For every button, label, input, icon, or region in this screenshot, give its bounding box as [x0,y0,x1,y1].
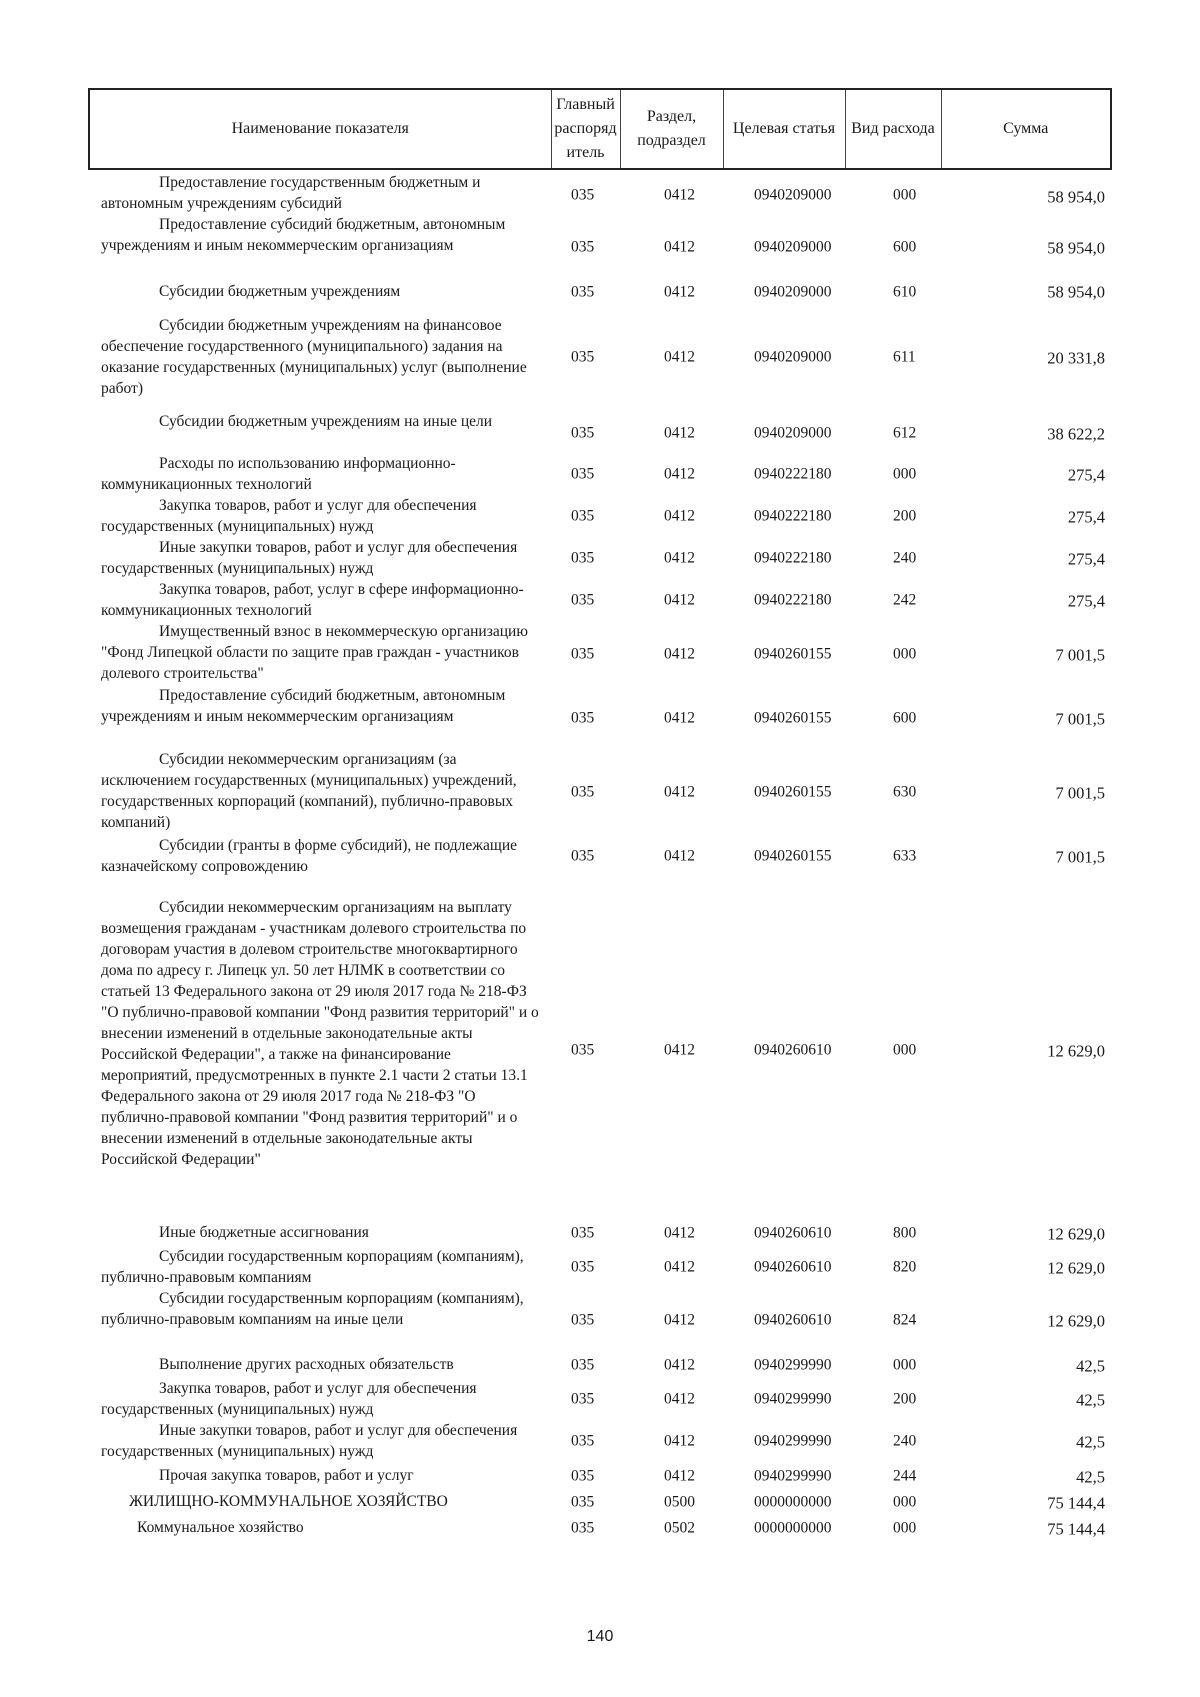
row-expense-type: 824 [893,1311,917,1329]
row-name: Субсидии бюджетным учреждениям [159,283,401,300]
page-number: 140 [586,1628,614,1645]
row-target-article: 0940299990 [754,1390,832,1408]
row-name: Субсидии некоммерческим организациям (за исключением государственных (муниципальных) учреждений, государственных корпораций (компаний), публично-правовых компаний) [101,751,517,831]
header-main-manager: Главный распоряд итель [551,89,620,169]
row-target-article: 0940209000 [754,424,832,442]
row-name: Иные закупки товаров, работ и услуг для обеспечения государственных (муниципальных) нужд [101,539,518,577]
row-target-article: 0940260610 [754,1224,832,1242]
row-main-manager: 035 [571,507,595,525]
row-main-manager: 035 [571,1519,595,1537]
row-main-manager: 035 [571,283,595,301]
row-sum: 42,5 [1076,1390,1105,1410]
row-target-article: 0000000000 [754,1519,832,1537]
row-name: Закупка товаров, работ и услуг для обеспечения государственных (муниципальных) нужд [101,1380,477,1418]
row-section: 0412 [664,1311,695,1329]
row-expense-type: 200 [893,1390,917,1408]
row-target-article: 0940260610 [754,1311,832,1329]
row-main-manager: 035 [571,238,595,256]
header-expense-type: Вид расхода [845,89,941,169]
row-main-manager: 035 [571,1390,595,1408]
header-name: Наименование показателя [89,89,551,169]
row-sum: 58 954,0 [1047,238,1105,258]
row-main-manager: 035 [571,645,595,663]
row-name: Субсидии бюджетным учреждениям на иные цели [159,413,493,430]
row-sum: 58 954,0 [1047,187,1105,207]
row-expense-type: 200 [893,507,917,525]
row-expense-type: 600 [893,709,917,727]
row-expense-type: 612 [893,424,917,442]
row-expense-type: 633 [893,847,917,865]
row-main-manager: 035 [571,847,595,865]
row-section: 0412 [664,1356,695,1374]
row-target-article: 0940222180 [754,591,832,609]
row-main-manager: 035 [571,1258,595,1276]
row-sum: 7 001,5 [1055,783,1105,803]
row-main-manager: 035 [571,709,595,727]
row-sum: 275,4 [1067,507,1105,527]
row-section: 0412 [664,238,695,256]
row-expense-type: 600 [893,238,917,256]
row-section: 0412 [664,1258,695,1276]
row-expense-type: 611 [893,348,916,366]
row-target-article: 0940299990 [754,1356,832,1374]
row-sum: 42,5 [1076,1467,1105,1487]
row-main-manager: 035 [571,1041,595,1059]
row-target-article: 0940260155 [754,645,832,663]
row-target-article: 0000000000 [754,1493,832,1511]
row-sum: 7 001,5 [1055,847,1105,867]
row-name: Субсидии бюджетным учреждениям на финансовое обеспечение государственного (муниципального) задания на оказание государственных (муниципальных) услуг (выполнение работ) [101,317,527,397]
row-expense-type: 240 [893,1432,917,1450]
row-main-manager: 035 [571,465,595,483]
row-section: 0412 [664,1041,695,1059]
row-expense-type: 244 [893,1467,917,1485]
row-name: Расходы по использованию информационно-коммуникационных технологий [101,455,456,493]
row-sum: 42,5 [1076,1432,1105,1452]
row-target-article: 0940260155 [754,783,832,801]
row-name: Закупка товаров, работ и услуг для обеспечения государственных (муниципальных) нужд [101,497,477,535]
row-name: Субсидии (гранты в форме субсидий), не подлежащие казначейскому сопровождению [101,837,517,875]
row-target-article: 0940260610 [754,1041,832,1059]
row-section: 0412 [664,847,695,865]
row-target-article: 0940260155 [754,847,832,865]
row-main-manager: 035 [571,1467,595,1485]
row-expense-type: 820 [893,1258,917,1276]
row-section: 0412 [664,283,695,301]
row-target-article: 0940222180 [754,465,832,483]
row-sum: 7 001,5 [1055,645,1105,665]
row-sum: 12 629,0 [1047,1311,1105,1331]
row-sum: 42,5 [1076,1356,1105,1376]
row-section: 0412 [664,1467,695,1485]
row-name: Предоставление субсидий бюджетным, автономным учреждениям и иным некоммерческим организациям [101,216,506,254]
row-name: Имущественный взнос в некоммерческую организацию "Фонд Липецкой области по защите прав граждан - участников долевого строительства" [101,623,528,682]
row-section: 0412 [664,424,695,442]
row-target-article: 0940222180 [754,549,832,567]
row-name: Предоставление субсидий бюджетным, автономным учреждениям и иным некоммерческим организациям [101,687,506,725]
row-sum: 275,4 [1067,549,1105,569]
row-main-manager: 035 [571,424,595,442]
row-name: Коммунальное хозяйство [137,1519,304,1536]
row-sum: 38 622,2 [1047,424,1105,444]
row-name: ЖИЛИЩНО-КОММУНАЛЬНОЕ ХОЗЯЙСТВО [129,1493,448,1510]
row-expense-type: 000 [893,1041,917,1059]
row-section: 0412 [664,465,695,483]
row-section: 0412 [664,1432,695,1450]
row-expense-type: 242 [893,591,917,609]
row-main-manager: 035 [571,1432,595,1450]
row-sum: 12 629,0 [1047,1041,1105,1061]
row-name: Субсидии государственным корпорациям (компаниям), публично-правовым компаниям [101,1248,524,1286]
row-main-manager: 035 [571,348,595,366]
row-target-article: 0940260610 [754,1258,832,1276]
row-expense-type: 800 [893,1224,917,1242]
row-expense-type: 000 [893,645,917,663]
row-expense-type: 610 [893,283,917,301]
row-sum: 12 629,0 [1047,1258,1105,1278]
header-target-article: Целевая статья [723,89,845,169]
row-name: Закупка товаров, работ, услуг в сфере информационно-коммуникационных технологий [101,581,524,619]
row-name: Прочая закупка товаров, работ и услуг [159,1467,414,1484]
row-expense-type: 000 [893,465,917,483]
row-main-manager: 035 [571,549,595,567]
row-target-article: 0940222180 [754,507,832,525]
row-name: Субсидии государственным корпорациям (компаниям), публично-правовым компаниям на иные цели [101,1290,524,1328]
row-sum: 75 144,4 [1047,1519,1105,1539]
header-sum: Сумма [941,89,1111,169]
row-sum: 75 144,4 [1047,1493,1105,1513]
row-target-article: 0940209000 [754,186,832,204]
row-target-article: 0940209000 [754,283,832,301]
row-section: 0412 [664,783,695,801]
row-section: 0412 [664,1390,695,1408]
header-section: Раздел, подраздел [620,89,723,169]
row-section: 0412 [664,549,695,567]
row-main-manager: 035 [571,186,595,204]
row-section: 0500 [664,1493,695,1511]
row-sum: 20 331,8 [1047,348,1105,368]
row-section: 0412 [664,186,695,204]
row-expense-type: 240 [893,549,917,567]
row-name: Предоставление государственным бюджетным и автономным учреждениям субсидий [101,174,481,212]
row-expense-type: 630 [893,783,917,801]
row-name: Иные закупки товаров, работ и услуг для обеспечения государственных (муниципальных) нужд [101,1422,518,1460]
row-main-manager: 035 [571,591,595,609]
row-sum: 275,4 [1067,591,1105,611]
row-target-article: 0940299990 [754,1467,832,1485]
row-target-article: 0940209000 [754,348,832,366]
row-main-manager: 035 [571,1356,595,1374]
row-sum: 7 001,5 [1055,709,1105,729]
row-expense-type: 000 [893,1356,917,1374]
row-target-article: 0940209000 [754,238,832,256]
row-main-manager: 035 [571,1493,595,1511]
row-section: 0412 [664,507,695,525]
row-sum: 12 629,0 [1047,1224,1105,1244]
row-section: 0412 [664,348,695,366]
row-target-article: 0940260155 [754,709,832,727]
row-main-manager: 035 [571,1224,595,1242]
row-expense-type: 000 [893,1519,917,1537]
row-section: 0412 [664,1224,695,1242]
row-main-manager: 035 [571,783,595,801]
row-section: 0412 [664,709,695,727]
row-name: Иные бюджетные ассигнования [159,1224,369,1241]
row-name: Субсидии некоммерческим организациям на выплату возмещения гражданам - участникам долевого строительства по договорам участия в долевом строительстве многоквартирного дома по адресу г. Липецк ул. 50 лет НЛМК в соответствии со статьей 13 Федерального закона от 29 июля 2017 года № 218-ФЗ "О публично-правовой компании "Фонд развития территорий" и о внесении изменений в отдельные законодательные акты Российской Федерации", а также на финансирование мероприятий, предусмотренных в пункте 2.1 части 2 статьи 13.1 Федерального закона от 29 июля 2017 года № 218-ФЗ "О публично-правовой компании "Фонд развития территорий" и о внесении изменений в отдельные законодательные акты Российской Федерации" [101,899,539,1168]
row-target-article: 0940299990 [754,1432,832,1450]
row-section: 0412 [664,645,695,663]
row-main-manager: 035 [571,1311,595,1329]
row-sum: 275,4 [1067,465,1105,485]
row-section: 0502 [664,1519,695,1537]
row-sum: 58 954,0 [1047,282,1105,302]
row-section: 0412 [664,591,695,609]
row-name: Выполнение других расходных обязательств [159,1356,454,1373]
row-expense-type: 000 [893,1493,917,1511]
row-expense-type: 000 [893,186,917,204]
